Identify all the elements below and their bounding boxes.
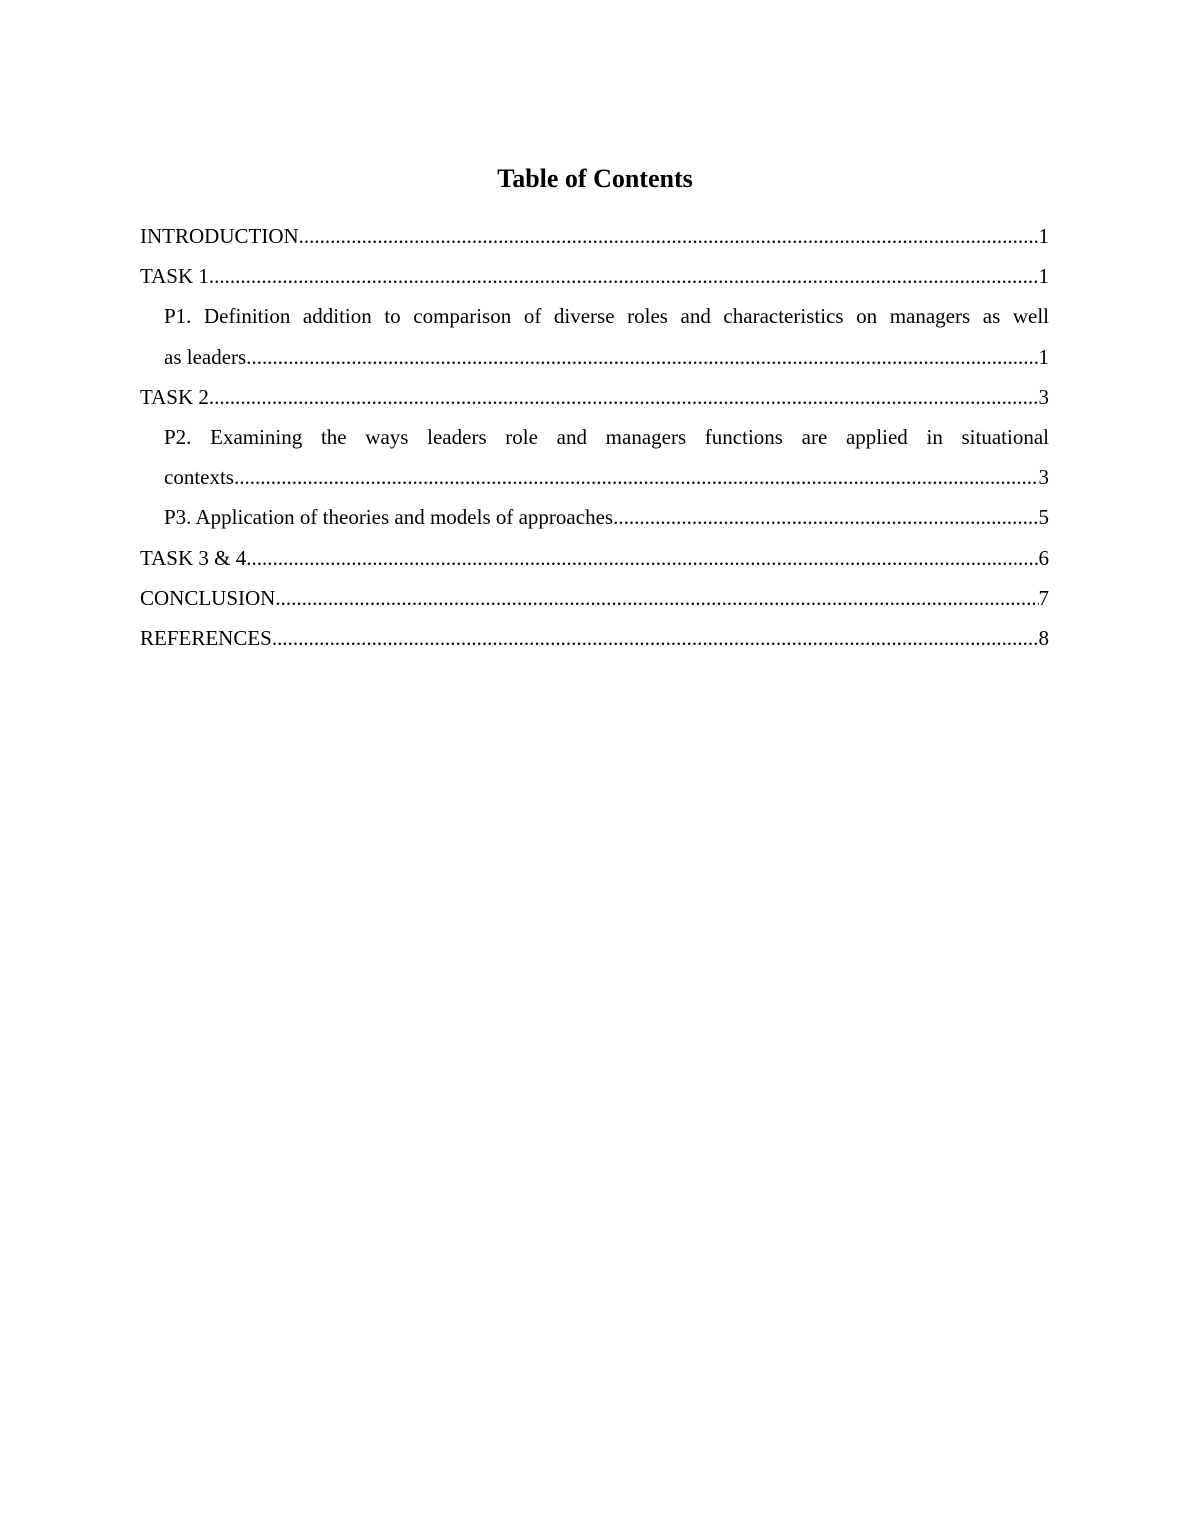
toc-page-number: 1 xyxy=(1038,224,1049,248)
toc-entry-conclusion[interactable] xyxy=(140,578,1049,618)
toc-entry-label: TASK 2 xyxy=(140,384,209,409)
toc-leader-dots xyxy=(275,578,1038,618)
toc-title: Table of Contents xyxy=(497,164,693,193)
toc-entry-label: TASK 3 & 4 xyxy=(140,545,247,570)
toc-page-number: 1 xyxy=(1038,264,1049,289)
toc-entry-label-line-2: as leaders xyxy=(164,344,247,369)
toc-page-number: 3 xyxy=(1038,384,1049,409)
toc-entry-p1[interactable] xyxy=(140,296,1049,376)
toc-page-number: 7 xyxy=(1038,585,1049,610)
toc-entry-task-1[interactable] xyxy=(140,256,1049,296)
toc-entry-label-line-1: P1. Definition addition to comparison of diverse roles and characteristics on managers as well xyxy=(164,304,1049,329)
toc-leader-dots xyxy=(209,256,1039,296)
toc-leader-dots xyxy=(613,497,1038,537)
toc-entry-label-line-1: P2. Examining the ways leaders role and managers functions are applied in situational xyxy=(164,425,1049,450)
toc-page-number: 3 xyxy=(1038,465,1049,490)
toc-page-number: 8 xyxy=(1038,626,1049,651)
toc-entry-label: P3. Application of theories and models of approaches xyxy=(164,505,614,530)
toc-leader-dots xyxy=(272,618,1039,658)
toc-entry-introduction[interactable] xyxy=(140,216,1049,256)
toc-leader-dots xyxy=(246,538,1038,578)
toc-leader-dots xyxy=(246,337,1038,377)
toc-leader-dots xyxy=(209,377,1039,417)
toc-page-number: 5 xyxy=(1038,505,1049,530)
toc-leader-dots xyxy=(234,457,1039,497)
toc-entry-p3[interactable] xyxy=(140,497,1049,537)
toc-entry-label: TASK 1 xyxy=(140,264,209,289)
toc-list xyxy=(140,216,1049,658)
toc-entry-references[interactable] xyxy=(140,618,1049,658)
toc-entry-task-3-4[interactable] xyxy=(140,538,1049,578)
toc-page-number: 1 xyxy=(1038,344,1049,369)
toc-entry-p2[interactable] xyxy=(140,417,1049,497)
toc-entry-label-line-2: contexts xyxy=(164,465,234,490)
toc-entry-label: REFERENCES xyxy=(140,626,272,651)
toc-page-number: 6 xyxy=(1038,545,1049,570)
toc-entry-label: INTRODUCTION xyxy=(140,224,299,248)
toc-leader-dots xyxy=(299,216,1039,256)
toc-entry-label: CONCLUSION xyxy=(140,585,276,610)
toc-entry-task-2[interactable] xyxy=(140,377,1049,417)
